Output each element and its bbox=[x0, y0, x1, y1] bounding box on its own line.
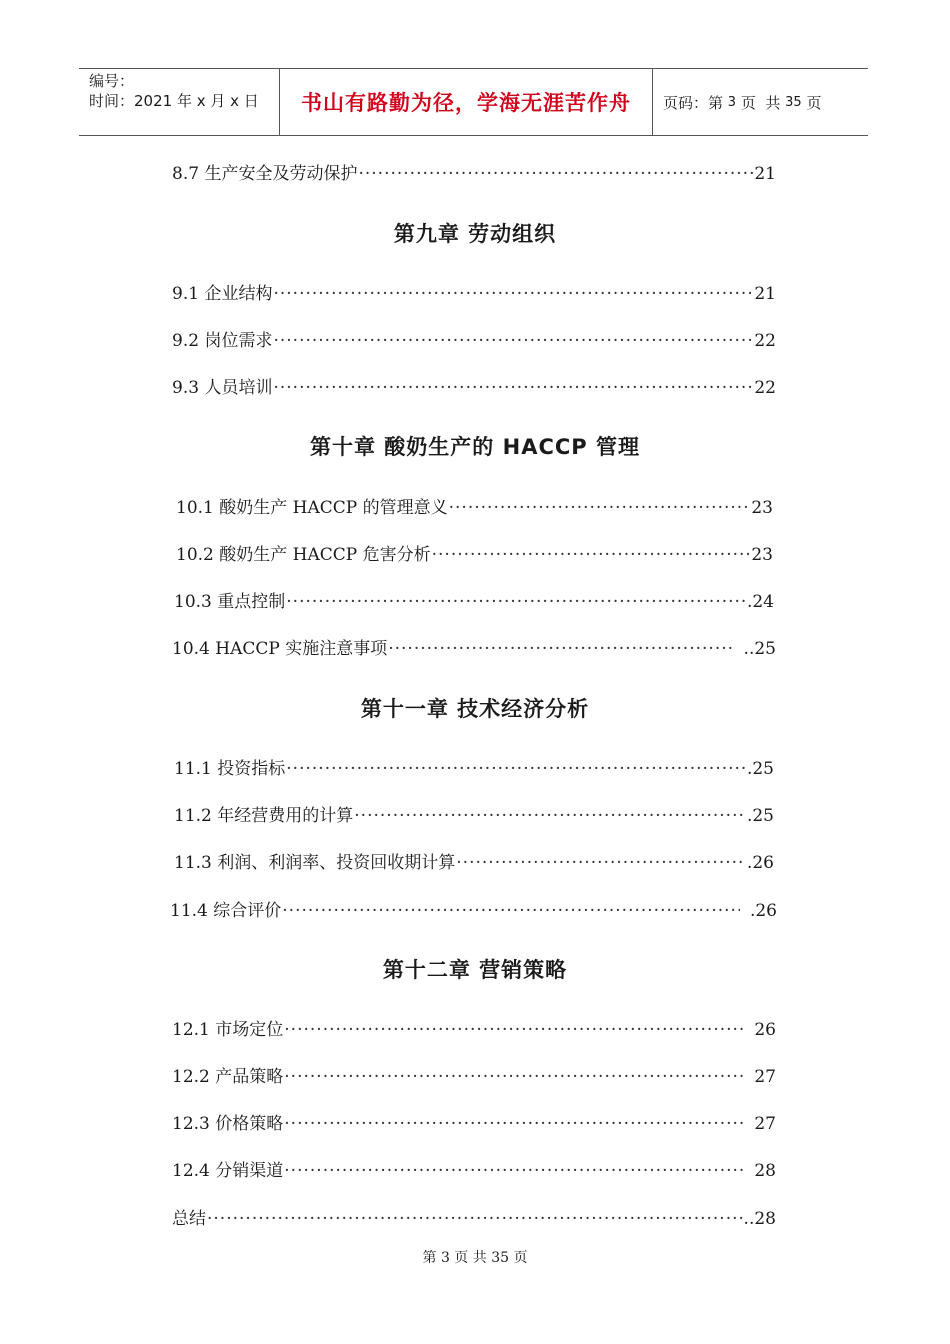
chapter-9-heading[interactable]: 第九章 劳动组织 bbox=[393, 222, 557, 246]
toc-entry-label: 11.1 投资指标 bbox=[174, 759, 286, 779]
toc-leader-dots bbox=[354, 806, 746, 826]
toc-entry-label: 12.4 分销渠道 bbox=[172, 1161, 284, 1181]
toc-entry-10-3[interactable] bbox=[174, 587, 774, 612]
toc-entry-page: .25 bbox=[746, 759, 774, 779]
toc-entry-label: 9.3 人员培训 bbox=[172, 378, 273, 398]
toc-entry-10-2[interactable] bbox=[176, 540, 773, 565]
header-meta bbox=[79, 69, 280, 135]
toc-entry-label: 10.4 HACCP 实施注意事项 bbox=[172, 639, 388, 659]
toc-leader-dots bbox=[273, 284, 753, 304]
toc-entry-page: ..28 bbox=[743, 1209, 776, 1229]
page-prefix: 页码：第 bbox=[663, 93, 728, 112]
toc-entry-label: 11.4 综合评价 bbox=[170, 901, 282, 921]
toc-leader-dots bbox=[273, 378, 753, 398]
toc-entry-12-1[interactable] bbox=[172, 1015, 776, 1040]
toc-entry-page: .25 bbox=[746, 806, 774, 826]
page-mid: 页 共 bbox=[736, 93, 786, 112]
toc-entry-11-1[interactable] bbox=[174, 754, 774, 779]
toc-entry-label: 12.1 市场定位 bbox=[172, 1020, 284, 1040]
toc-leader-dots bbox=[284, 1020, 744, 1040]
document-number-label: 编号： bbox=[89, 72, 135, 90]
chapter-10-heading[interactable]: 第十章 酸奶生产的 HACCP 管理 bbox=[310, 435, 640, 459]
toc-entry-9-3[interactable] bbox=[172, 373, 776, 398]
toc-leader-dots bbox=[449, 498, 751, 518]
toc-leader-dots bbox=[284, 1114, 744, 1134]
toc-entry-12-4[interactable] bbox=[172, 1156, 776, 1181]
toc-entry-page: 22 bbox=[754, 331, 776, 351]
toc-leader-dots bbox=[207, 1209, 743, 1229]
toc-entry-10-4[interactable] bbox=[172, 634, 776, 659]
page-suffix: 页 bbox=[801, 93, 822, 112]
header-motto: 书山有路勤为径，学海无涯苦作舟 bbox=[280, 69, 653, 135]
toc-entry-page: .26 bbox=[749, 901, 777, 921]
toc-leader-dots bbox=[358, 164, 753, 184]
toc-entry-label: 9.1 企业结构 bbox=[172, 284, 273, 304]
chapter-11-heading[interactable]: 第十一章 技术经济分析 bbox=[360, 697, 590, 721]
document-time-label: 时间：2021 年 x 月 x 日 bbox=[89, 92, 259, 110]
toc-entry-11-3[interactable] bbox=[174, 848, 774, 873]
toc-entry-8-7[interactable] bbox=[172, 159, 776, 184]
toc-entry-page: 21 bbox=[754, 284, 776, 304]
toc-entry-page: 23 bbox=[751, 498, 773, 518]
toc-leader-dots bbox=[282, 901, 740, 921]
toc-leader-dots bbox=[286, 759, 746, 779]
page-current: 3 bbox=[727, 94, 737, 110]
toc-entry-label: 10.3 重点控制 bbox=[174, 592, 286, 612]
page-total: 35 bbox=[785, 94, 802, 110]
toc-entry-page: 28 bbox=[754, 1161, 776, 1181]
toc-leader-dots bbox=[432, 545, 751, 565]
toc-entry-page: ..25 bbox=[743, 639, 776, 659]
toc-entry-label: 10.1 酸奶生产 HACCP 的管理意义 bbox=[176, 498, 448, 518]
toc-entry-label: 8.7 生产安全及劳动保护 bbox=[172, 164, 358, 184]
toc-entry-10-1[interactable] bbox=[176, 493, 773, 518]
toc-entry-label: 10.2 酸奶生产 HACCP 危害分析 bbox=[176, 545, 431, 565]
toc-leader-dots bbox=[456, 853, 746, 873]
toc-entry-page: 26 bbox=[754, 1020, 776, 1040]
toc-entry-9-2[interactable] bbox=[172, 326, 776, 351]
page-header bbox=[79, 68, 868, 136]
toc-entry-label: 9.2 岗位需求 bbox=[172, 331, 273, 351]
toc-entry-label: 总结 bbox=[172, 1209, 206, 1229]
toc-leader-dots bbox=[388, 639, 733, 659]
header-page-info bbox=[653, 69, 868, 135]
toc-leader-dots bbox=[284, 1067, 744, 1087]
toc-leader-dots bbox=[284, 1161, 744, 1181]
toc-entry-12-3[interactable] bbox=[172, 1109, 776, 1134]
toc-entry-11-2[interactable] bbox=[174, 801, 774, 826]
chapter-12-heading[interactable]: 第十二章 营销策略 bbox=[382, 958, 568, 982]
toc-entry-page: 27 bbox=[754, 1114, 776, 1134]
toc-entry-label: 11.2 年经营费用的计算 bbox=[174, 806, 354, 826]
toc-entry-page: .24 bbox=[746, 592, 774, 612]
toc-entry-12-2[interactable] bbox=[172, 1062, 776, 1087]
toc-entry-page: 27 bbox=[754, 1067, 776, 1087]
toc-entry-label: 12.3 价格策略 bbox=[172, 1114, 284, 1134]
toc-entry-label: 11.3 利润、利润率、投资回收期计算 bbox=[174, 853, 456, 873]
toc-entry-label: 12.2 产品策略 bbox=[172, 1067, 284, 1087]
toc-entry-summary[interactable] bbox=[172, 1204, 776, 1229]
toc-entry-11-4[interactable] bbox=[170, 896, 777, 921]
toc-leader-dots bbox=[273, 331, 753, 351]
toc-entry-page: 22 bbox=[754, 378, 776, 398]
toc-entry-page: 23 bbox=[751, 545, 773, 565]
page-footer: 第 3 页 共 35 页 bbox=[422, 1250, 528, 1266]
toc-entry-page: .26 bbox=[746, 853, 774, 873]
toc-leader-dots bbox=[286, 592, 746, 612]
toc-entry-9-1[interactable] bbox=[172, 279, 776, 304]
toc-entry-page: 21 bbox=[754, 164, 776, 184]
